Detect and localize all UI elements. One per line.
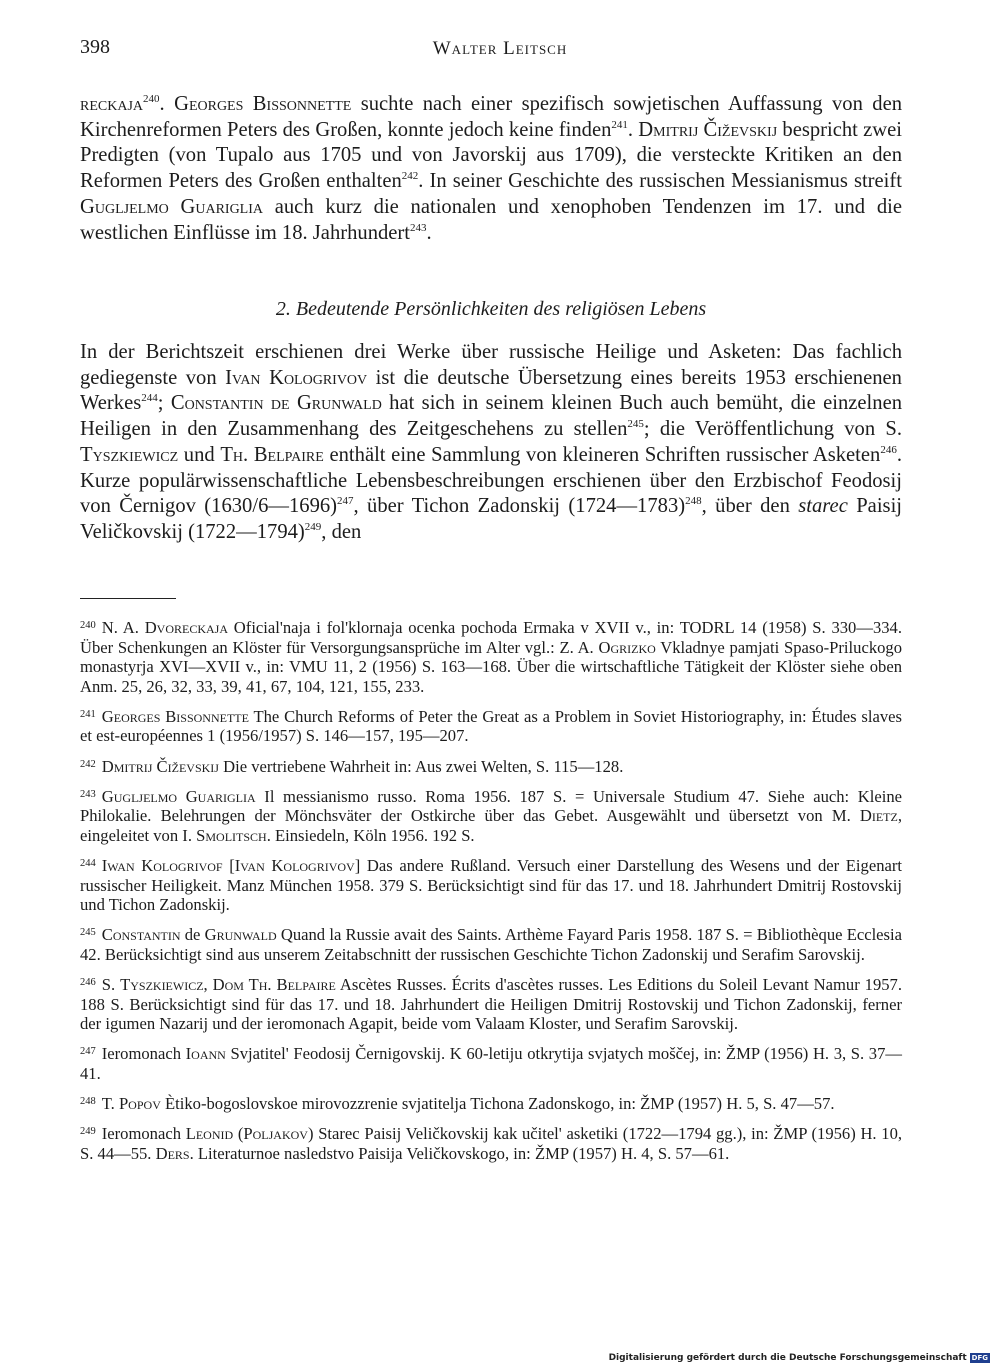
footnote-text: Ieromonach Ioann Svjatitel' Feodosij Černigovskij. K 60-letiju otkrytija svjatych moščej, in: ŽMP (1956) H. 3, S. 37—41.	[80, 1044, 902, 1083]
footnote-245	[80, 923, 902, 964]
footnote-text: T. Popov Ètiko-bogoslovskoe mirovozzrenie svjatitelja Tichona Zadonskogo, in: ŽMP (1957) H. 5, S. 47—57.	[101, 1093, 835, 1113]
digitization-note	[609, 1353, 990, 1363]
footnote-text: Georges Bissonnette The Church Reforms of Peter the Great as a Problem in Soviet Historiography, in: Études slaves et est-européennes 1 (1956/1957) S. 146—157, 195—207.	[80, 706, 902, 746]
footnote-number: 244	[80, 857, 96, 869]
footnote-number: 240	[80, 620, 96, 631]
footnote-rule	[80, 598, 176, 599]
footnote-text: Gugljelmo Guariglia Il messianismo russo. Roma 1956. 187 S. = Universale Studium 47. Siehe auch: Kleine Philokalie. Belehrungen der Mönchsväter der Ostkirche über das Gebet. Ausgewählt und übersetzt von M. Dietz, eingeleitet von I. Smolitsch. Einsiedeln, Köln 1956. 192 S.	[80, 786, 902, 845]
footnote-240	[80, 616, 902, 696]
footnote-244	[80, 854, 902, 915]
running-head: Walter Leitsch	[432, 38, 568, 59]
footnote-number: 245	[80, 927, 96, 939]
footnote-text: Ieromonach Leonid (Poljakov) Starec Paisij Veličkovskij kak učitel' asketiki (1722—1794 gg.), in: ŽMP (1956) H. 10, S. 44—55. Ders. Literaturnoe nasledstvo Paisija Veličkovskogo, in: ŽMP (1957) H. 4, S. 57—61.	[80, 1123, 903, 1163]
footnote-text: S. Tyszkiewicz, Dom Th. Belpaire Ascètes Russes. Écrits d'ascètes russes. Les Editions du Soleil Levant Namur 1957. 188 S. Berücksichtigt sind für das 17. und 18. Jahrhundert die Heiligen Dmitrij Rostovskij und Tichon Zadonskij, ferner der igumen Nazarij und der ieromonach Agapit, beide vom Valaam Kloster, und Serafim Sarovskij.	[80, 974, 903, 1034]
footnote-text: Constantin de Grunwald Quand la Russie avait des Saints. Arthème Fayard Paris 1958. 187 S. = Bibliothèque Ecclesia 42. Berücksichtigt sind aus unserem Zeitabschnitt der russischen Geschichte Tichon Zadonskij und Serafim Sarovskij.	[80, 925, 902, 964]
main-paragraph-2: In der Berichtszeit erschienen drei Werke über russische Heilige und Asketen: Das fachlich gediegenste von Ivan Kologrivov ist die deutsche Übersetzung eines bereits 1953 erschienenen Werkes$^{244}$; Constantin de Grunwald hat sich in seinem kleinen Buch auch bemüht, die einzelnen Heiligen in den Zusammenhang des Zeitgeschehens zu stellen$^{245}$; die Veröffentlichung von S. Tyszkiewicz und Th. Belpaire enthält eine Sammlung von kleineren Schriften russischer Asketen$^{246}$. Kurze populärwissenschaftliche Lebensbeschreibungen erschienen über den Erzbischof Feodosij von Černigov (1630/6—1696)$^{247}$, über Tichon Zadonskij (1724—1783)$^{248}$, über den starec Paisij Veličkovskij (1722—1794)$^{249}$, den	[80, 341, 903, 543]
footnote-241	[80, 705, 902, 746]
footnote-text: Dmitrij Čiževskij Die vertriebene Wahrheit in: Aus zwei Welten, S. 115—128.	[101, 756, 624, 776]
footnote-249	[80, 1122, 902, 1163]
footnote-text: N. A. Dvoreckaja Oficial'naja i fol'klornaja ocenka pochoda Ermaka v XVII v., in: TODRL 14 (1958) S. 330—334. Über Schenkungen an Klöster für Versorgungsansprüche im Alter vgl.: Z. A. Ogrizko Vkladnye pamjati Spaso-Priluckogo monastyrja XVI—XVII v., in: VMU 11, 2 (1956) S. 163—168. Über die wirtschaftliche Tätigkeit der Klöster siehe oben Anm. 25, 26, 32, 33, 39, 41, 67, 104, 121, 155, 233.	[80, 618, 903, 696]
footnote-number: 246	[80, 976, 96, 988]
footnote-248	[80, 1092, 902, 1114]
footnote-number: 241	[80, 708, 96, 720]
footnote-number: 243	[80, 788, 96, 800]
dfg-logo: DFG	[971, 1354, 988, 1362]
digitization-note-text: Digitalisierung gefördert durch die Deutsche Forschungsgemeinschaft	[608, 1353, 967, 1363]
footnotes	[80, 616, 902, 1172]
footnote-number: 247	[80, 1046, 96, 1058]
footnote-number: 248	[80, 1095, 96, 1107]
footnote-text: Iwan Kologrivof [Ivan Kologrivov] Das andere Rußland. Versuch einer Darstellung des Wesens und der Eigenart russischer Heiligkeit. Manz München 1958. 379 S. Berücksichtigt sind für das 17. und 18. Jahrhundert Dmitrij Rostovskij und Tichon Zadonskij.	[80, 855, 903, 915]
footnote-247	[80, 1042, 902, 1083]
footnote-243	[80, 785, 902, 846]
page-number: 398	[80, 36, 110, 58]
section-heading: 2. Bedeutende Persönlichkeiten des religiösen Lebens	[275, 298, 707, 320]
footnote-number: 242	[80, 758, 96, 770]
footnote-246	[80, 973, 902, 1034]
main-paragraph-1: reckaja$^{240}$. Georges Bissonnette suchte nach einer spezifisch sowjetischen Auffassung von den Kirchenreformen Peters des Großen, konnte jedoch keine finden$^{241}$. Dmitrij Čiževskij bespricht zwei Predigten (von Tupalo aus 1705 und von Javorskij aus 1709), die versteckte Kritiken an den Reformen Peters des Großen enthalten$^{242}$. In seiner Geschichte des russischen Messianismus streift Gugljelmo Guariglia auch kurz die nationalen und xenophoben Tendenzen im 17. und die westlichen Einflüsse im 18. Jahrhundert$^{243}$.	[80, 93, 903, 244]
footnote-number: 249	[80, 1125, 96, 1137]
footnote-242	[80, 755, 902, 777]
